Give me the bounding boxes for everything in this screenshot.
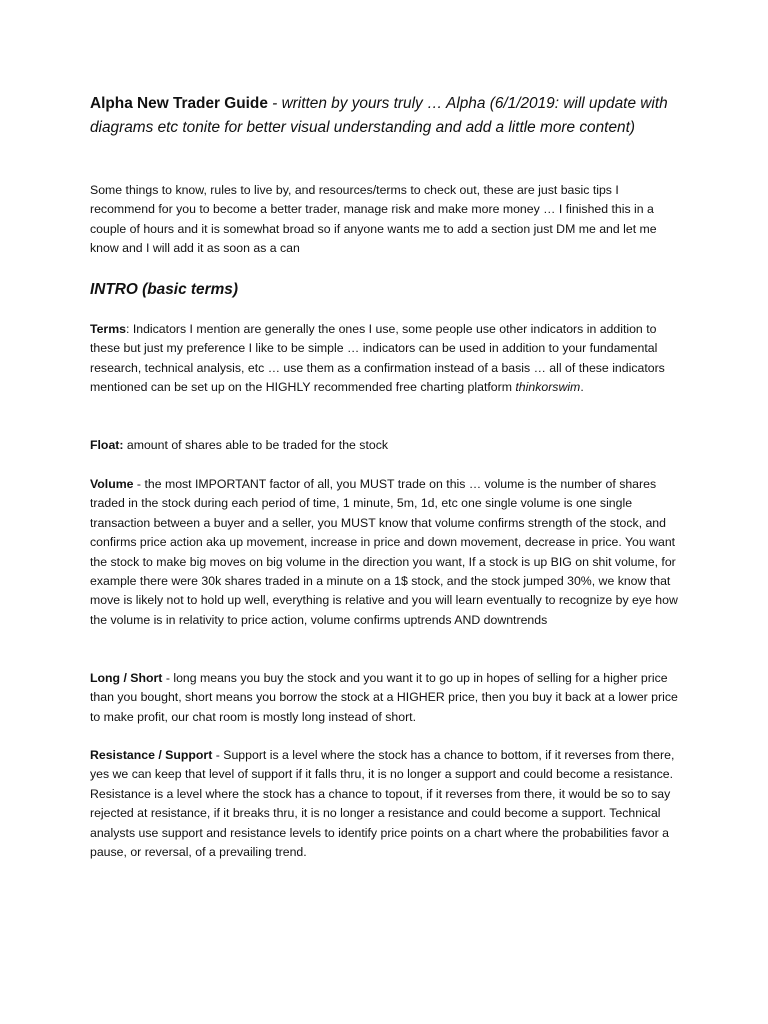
resistance-support-paragraph <box>90 746 680 862</box>
terms-platform: thinkorswim <box>515 380 581 395</box>
title-bold: Alpha New Trader Guide <box>90 95 268 112</box>
volume-text: - the most IMPORTANT factor of all, you MUST trade on this … volume is the number of shares traded in the stock during each period of time, 1 minute, 5m, 1d, etc one single volume is one single transaction between a buyer and a seller, you MUST know that volume confirms strength of the stock, and confirms price action aka up movement, increase in price and down movement, decrease in price. You want the stock to make big moves on big volume in the direction you want, If a stock is up BIG on shit volume, for example there were 30k shares traded in a minute on a 1$ stock, and the stock jumped 30%, we know that move is likely not to hold up well, everything is relative and you will learn eventually to recognize by eye how the volume is in relativity to price action, volume confirms uptrends AND downtrends <box>90 477 678 627</box>
document-title <box>90 92 680 140</box>
resistance-support-text: - Support is a level where the stock has a chance to bottom, if it reverses from there, yes we can keep that level of support if it falls thru, it is no longer a support and could become a resistance. Resistance is a level where the stock has a chance to topout, if it reverses from there, it would be so to say rejected at resistance, if it breaks thru, it is no longer a resistance and could become a support. Technical analysts use support and resistance levels to identify price points on a chart where the probabilities favor a pause, or reversal, of a prevailing trend. <box>90 748 675 860</box>
float-text: amount of shares able to be traded for the stock <box>123 438 389 452</box>
long-short-label: Long / Short <box>90 671 163 685</box>
volume-paragraph <box>90 475 680 630</box>
section-heading: INTRO (basic terms) <box>90 281 238 298</box>
volume-label: Volume <box>90 477 134 491</box>
terms-label: Terms <box>90 322 126 336</box>
resistance-support-label: Resistance / Support <box>90 748 213 762</box>
float-label: Float: <box>90 438 124 452</box>
intro-paragraph: Some things to know, rules to live by, and resources/terms to check out, these are just basic tips I recommend for you to become a better trader, manage risk and make more money … I finished this in a couple of hours and it is somewhat broad so if anyone wants me to add a section just DM me and let me know and I will add it as soon as a can <box>90 183 657 256</box>
float-paragraph <box>90 436 680 455</box>
long-short-paragraph <box>90 669 680 727</box>
terms-text: : Indicators I mention are generally the ones I use, some people use other indicators in addition to these but just my preference I like to be simple … indicators can be used in addition to your fundamental research, technical analysis, etc … use them as a confirmation instead of a basis … all of these indicators mentioned can be set up on the HIGHLY recommended free charting platform <box>90 322 665 395</box>
terms-end: . <box>580 380 584 395</box>
long-short-text: - long means you buy the stock and you want it to go up in hopes of selling for a higher price than you bought, short means you borrow the stock at a HIGHER price, then you buy it back at a lower price to make profit, our chat room is mostly long instead of short. <box>90 671 678 724</box>
title-subtitle: - written by yours truly … Alpha (6/1/2019: will update with diagrams etc tonite for better visual understanding and add a little more content) <box>90 95 668 136</box>
terms-paragraph <box>90 320 680 398</box>
